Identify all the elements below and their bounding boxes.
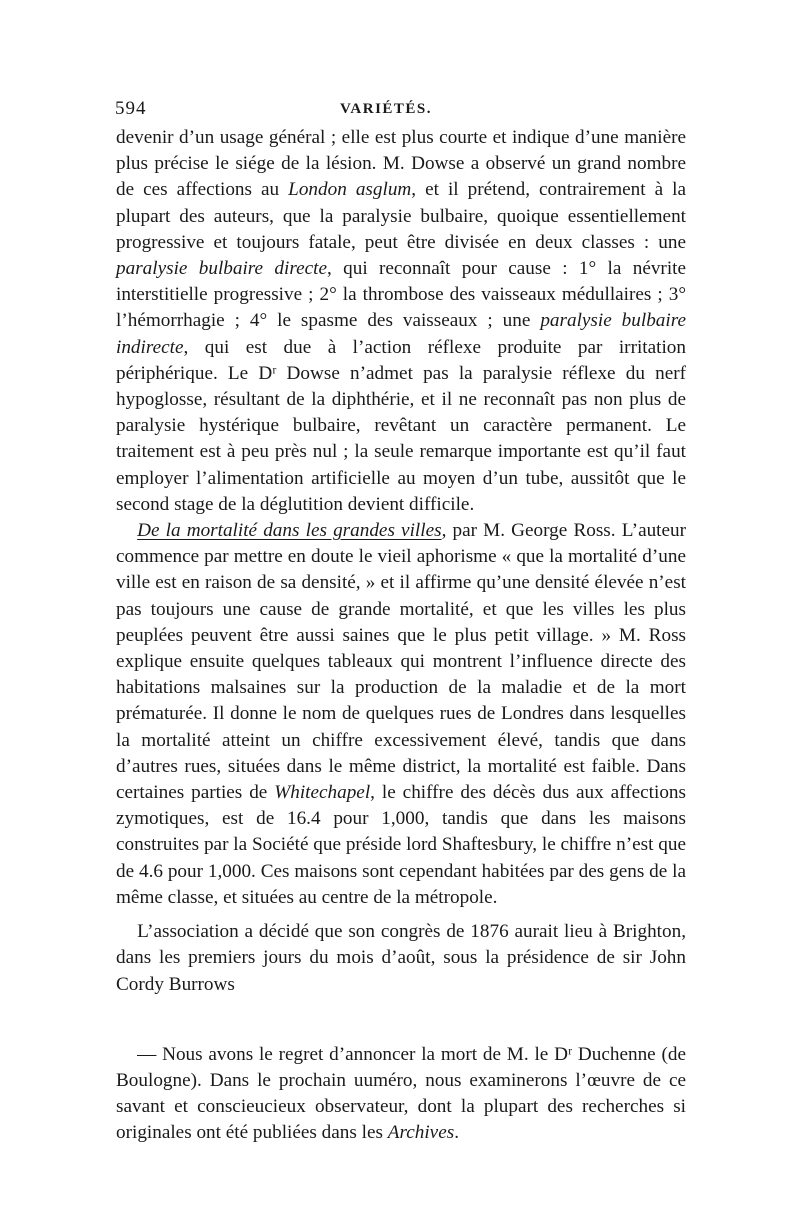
text-run: , et il prétend, contrairement à la plupart des auteurs, que la paralysie bulbaire, quoique essentiellement progressive et toujours fatale, peut être divisée en deux classes : une	[116, 179, 686, 253]
text-run: .	[454, 1122, 459, 1144]
text-run: , qui reconnaît pour cause : 1° la névrite interstitielle progressive ; 2° la thrombose des vaisseaux médullaires ; 3° l’hémorrhagie ; 4° le spasme des vaisseaux ; une	[116, 258, 686, 332]
paragraph-mortalite	[116, 518, 686, 911]
article-title: De la mortalité dans les grandes villes	[137, 520, 442, 542]
italic-run: Archives	[387, 1122, 455, 1144]
running-title: VARIÉTÉS.	[340, 101, 433, 117]
italic-run: paralysie bulbaire indirecte	[116, 310, 686, 358]
paragraph-association: L’association a décidé que son congrès de 1876 aurait lieu à Brighton, dans les premiers jours du mois d’août, sous la présidence de sir John Cordy Burrows	[116, 921, 686, 995]
text-run: , par M. George Ross. L’auteur commence par mettre en doute le vieil aphorisme « que la mortalité d’une ville est en raison de sa densité, » et il affirme qu’une densité élevée n’est pas toujours une cause de grande mortalité, et que les villes les plus peuplées peuvent être aussi saines que le plus petit village. » M. Ross explique ensuite quelques tableaux qui montrent l’influence directe des habitations malsaines sur la production de la maladie et de la mort prématurée. Il donne le nom de quelques rues de Londres dans lesquelles la mortalité atteint un chiffre excessivement élevé, tandis que dans d’autres rues, situées dans le même district, la mortalité est faible. Dans certaines parties de	[116, 520, 687, 804]
text-run: devenir d’un usage général ; elle est plus courte et indique d’une manière plus précise le siége de la lésion. M. Dowse a observé un grand nombre de ces affections au	[116, 127, 686, 201]
text-run: — Nous avons le regret d’annoncer la mort de M. le Dʳ Duchenne (de Boulogne). Dans le prochain uuméro, nous examinerons l’œuvre de ce savant et conscieucieux observateur, dont la plupart des recherches si originales ont été publiées dans les	[116, 1043, 686, 1144]
page-number: 594	[115, 98, 147, 119]
italic-run: Whitechapel	[274, 782, 371, 804]
italic-run: London asglum	[288, 179, 412, 201]
body-text	[116, 125, 686, 1147]
text-run: , qui est due à l’action réflexe produite par irritation périphérique. Le Dʳ Dowse n’admet pas la paralysie réflexe du nerf hypoglosse, résultant de la diphthérie, et il ne reconnaît pas non plus de paralysie hystérique bulbaire, revêtant un caractère permanent. Le traitement est à peu près nul ; la seule remarque importante est qu’il faut employer l’alimentation artificielle au moyen d’un tube, aussitôt que le second stage de la déglutition devient difficile.	[116, 336, 686, 515]
paragraph-duchenne	[116, 1042, 686, 1147]
paragraph-dowse	[116, 125, 686, 518]
text-run: , le chiffre des décès dus aux affections zymotiques, est de 16.4 pour 1,000, tandis que dans les maisons construites par la Société que préside lord Shaftesbury, le chiffre n’est que de 4.6 pour 1,000. Ces maisons sont cependant habitées par des gens de la même classe, et situées au centre de la métropole.	[116, 782, 686, 908]
italic-run: paralysie bulbaire directe	[116, 258, 327, 280]
